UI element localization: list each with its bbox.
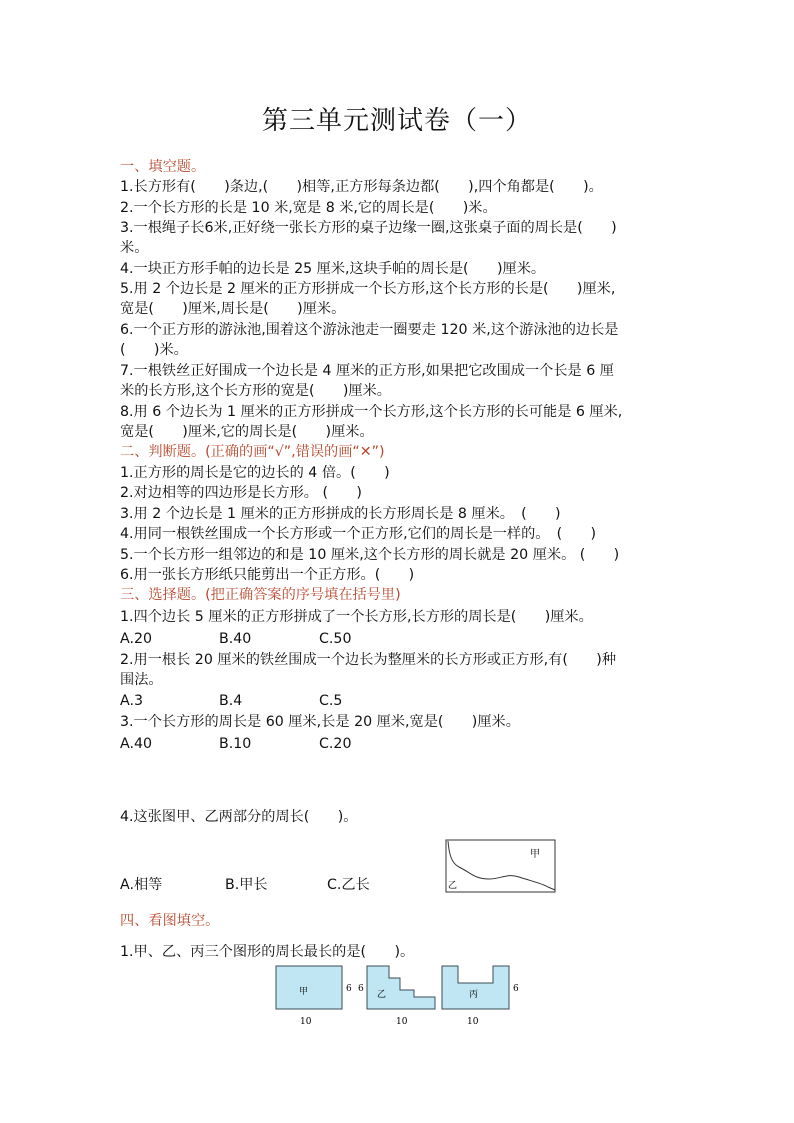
judge-question-2: 2.对边相等的四边形是长方形。 ( ) bbox=[120, 485, 362, 501]
choice-question-1: 1.四个边长 5 厘米的正方形拼成了一个长方形,长方形的周长是( )厘米。 bbox=[120, 609, 593, 625]
section3-heading: 三、选择题。(把正确答案的序号填在括号里) bbox=[120, 587, 401, 603]
choice-4-option-a: A.相等 bbox=[120, 877, 163, 893]
shape-yi bbox=[367, 966, 435, 1009]
fill-question-7-line2: 米的长方形,这个长方形的宽是( )厘米。 bbox=[120, 383, 391, 399]
choice-3-option-a: A.40 bbox=[120, 736, 153, 752]
choice-question-3: 3.一个长方形的周长是 60 厘米,长是 20 厘米,宽是( )厘米。 bbox=[120, 714, 520, 730]
choice-question-2-line1: 2.用一根长 20 厘米的铁丝围成一个边长为整厘米的长方形或正方形,有( )种 bbox=[120, 652, 617, 668]
fill-question-6-line2: ( )米。 bbox=[120, 342, 188, 358]
shape-yi-width-label: 10 bbox=[396, 1017, 408, 1027]
section1-heading: 一、填空题。 bbox=[120, 159, 206, 175]
judge-question-4: 4.用同一根铁丝围成一个长方形或一个正方形,它们的周长是一样的。 ( ) bbox=[120, 526, 597, 542]
fill-question-4: 4.一块正方形手帕的边长是 25 厘米,这块手帕的周长是( )厘米。 bbox=[120, 261, 546, 277]
fill-question-3-line2: 米。 bbox=[120, 240, 149, 256]
choice-3-option-b: B.10 bbox=[219, 736, 252, 752]
judge-question-1: 1.正方形的周长是它的边长的 4 倍。( ) bbox=[120, 465, 390, 481]
shape-bing-height-label: 6 bbox=[513, 984, 519, 994]
split-rectangle-figure bbox=[445, 839, 557, 894]
choice-2-option-b: B.4 bbox=[219, 693, 243, 709]
section2-heading: 二、判断题。(正确的画“√”,错误的画“✕”) bbox=[120, 444, 385, 460]
choice-1-option-b: B.40 bbox=[219, 631, 252, 647]
shape-bing-label: 丙 bbox=[469, 990, 479, 1000]
shape-jia-label: 甲 bbox=[299, 987, 309, 997]
region-a-label: 甲 bbox=[530, 849, 540, 860]
choice-4-option-b: B.甲长 bbox=[225, 877, 268, 893]
choice-1-option-a: A.20 bbox=[120, 631, 153, 647]
section4-heading: 四、看图填空。 bbox=[120, 913, 220, 929]
choice-4-option-c: C.乙长 bbox=[327, 877, 370, 893]
fill-question-3-line1: 3.一根绳子长6米,正好绕一张长方形的桌子边缘一圈,这张桌子面的周长是( ) bbox=[120, 220, 617, 236]
fill-question-5-line1: 5.用 2 个边长是 2 厘米的正方形拼成一个长方形,这个长方形的长是( )厘米, bbox=[120, 281, 616, 297]
three-shapes-figure bbox=[268, 962, 530, 1030]
choice-question-4: 4.这张图甲、乙两部分的周长( )。 bbox=[120, 809, 358, 825]
shape-jia-height-label: 6 bbox=[346, 984, 352, 994]
choice-2-option-c: C.5 bbox=[319, 693, 343, 709]
judge-question-6: 6.用一张长方形纸只能剪出一个正方形。( ) bbox=[120, 567, 415, 583]
fill-question-7-line1: 7.一根铁丝正好围成一个边长是 4 厘米的正方形,如果把它改围成一个长是 6 厘 bbox=[120, 363, 614, 379]
choice-3-option-c: C.20 bbox=[319, 736, 352, 752]
judge-question-3: 3.用 2 个边长是 1 厘米的正方形拼成的长方形周长是 8 厘米。 ( ) bbox=[120, 506, 561, 522]
fill-question-8-line2: 宽是( )厘米,它的周长是( )厘米。 bbox=[120, 424, 374, 440]
shape-jia-width-label: 10 bbox=[300, 1017, 312, 1027]
region-b-label: 乙 bbox=[448, 881, 458, 891]
fill-question-8-line1: 8.用 6 个边长为 1 厘米的正方形拼成一个长方形,这个长方形的长可能是 6 厘米, bbox=[120, 404, 623, 420]
shape-bing bbox=[442, 966, 509, 1009]
fill-question-6-line1: 6.一个正方形的游泳池,围着这个游泳池走一圈要走 120 米,这个游泳池的边长是 bbox=[120, 322, 619, 338]
choice-1-option-c: C.50 bbox=[319, 631, 352, 647]
fill-question-1: 1.长方形有( )条边,( )相等,正方形每条边都( ),四个角都是( )。 bbox=[120, 179, 603, 195]
choice-question-2-line2: 围法。 bbox=[120, 672, 163, 688]
shape-bing-width-label: 10 bbox=[467, 1017, 479, 1027]
figure-question-1: 1.甲、乙、丙三个图形的周长最长的是( )。 bbox=[120, 944, 415, 960]
page-title: 第三单元测试卷（一） bbox=[261, 106, 532, 136]
judge-question-5: 5.一个长方形一组邻边的和是 10 厘米,这个长方形的周长就是 20 厘米。 ( ) bbox=[120, 547, 620, 563]
choice-2-option-a: A.3 bbox=[120, 693, 143, 709]
shape-yi-height-label: 6 bbox=[358, 984, 364, 994]
shape-yi-label: 乙 bbox=[377, 990, 387, 1000]
shape-jia bbox=[276, 966, 342, 1009]
split-rectangle-outline bbox=[446, 840, 555, 892]
fill-question-2: 2.一个长方形的长是 10 米,宽是 8 米,它的周长是( )米。 bbox=[120, 200, 497, 216]
fill-question-5-line2: 宽是( )厘米,周长是( )厘米。 bbox=[120, 301, 346, 317]
